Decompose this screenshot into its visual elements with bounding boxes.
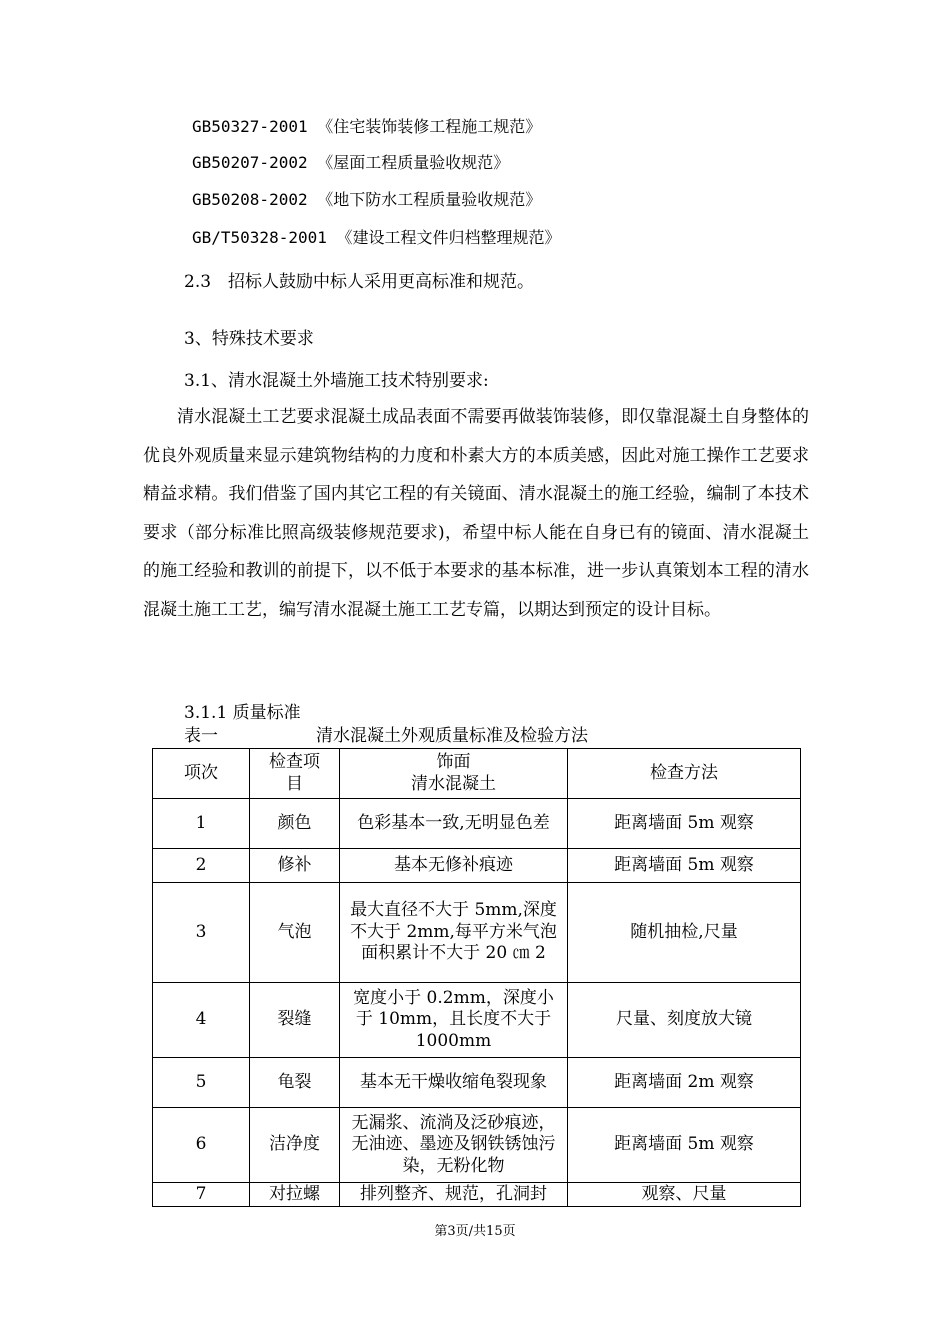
table-cell: 洁净度 <box>250 1108 340 1183</box>
quality-standard-table <box>152 748 801 1207</box>
table-cell: 裂缝 <box>250 983 340 1058</box>
standard-item: GB50207-2002 《屋面工程质量验收规范》 <box>192 153 510 172</box>
table-cell: 2 <box>153 849 250 883</box>
standard-item: GB50208-2002 《地下防水工程质量验收规范》 <box>192 190 542 209</box>
header-cell: 项次 <box>153 749 250 799</box>
table-cell: 对拉螺 <box>250 1183 340 1207</box>
body-paragraph: 清水混凝土工艺要求混凝土成品表面不需要再做装饰装修，即仅靠混凝土自身整体的优良外观质量来显示建筑物结构的力度和朴素大方的本质美感，因此对施工操作工艺要求精益求精。我们借鉴了国内其它工程的有关镜面、清水混凝土的施工经验，编制了本技术要求（部分标准比照高级装修规范要求)，希望中标人能在自身已有的镜面、清水混凝土的施工经验和教训的前提下，以不低于本要求的基本标准，进一步认真策划本工程的清水混凝土施工工艺，编写清水混凝土施工工艺专篇，以期达到预定的设计目标。 <box>143 407 809 620</box>
section-heading-3-1: 3.1、清水混凝土外墙施工技术特别要求: <box>184 371 489 391</box>
table-cell: 龟裂 <box>250 1058 340 1108</box>
table-cell: 1 <box>153 799 250 849</box>
header-cell: 饰面 清水混凝土 <box>340 749 568 799</box>
table-cell: 观察、尺量 <box>568 1183 801 1207</box>
table-cell: 最大直径不大于 5mm,深度不大于 2mm,每平方米气泡面积累计不大于 20 ㎝ 2 <box>340 883 568 983</box>
table-cell: 距离墙面 2m 观察 <box>568 1058 801 1108</box>
header-cell: 检查方法 <box>568 749 801 799</box>
table-cell: 距离墙面 5m 观察 <box>568 799 801 849</box>
table-row <box>153 1058 801 1108</box>
table-title: 清水混凝土外观质量标准及检验方法 <box>316 726 588 746</box>
table-row <box>153 883 801 983</box>
table-row <box>153 983 801 1058</box>
table-cell: 颜色 <box>250 799 340 849</box>
table-cell: 基本无修补痕迹 <box>340 849 568 883</box>
table-cell: 6 <box>153 1108 250 1183</box>
table-cell: 随机抽检,尺量 <box>568 883 801 983</box>
table-cell: 无漏浆、流淌及泛砂痕迹，无油迹、墨迹及钢铁锈蚀污染，无粉化物 <box>340 1108 568 1183</box>
table-header-row <box>153 749 801 799</box>
header-cell <box>250 749 340 799</box>
table-cell: 5 <box>153 1058 250 1108</box>
table-cell: 修补 <box>250 849 340 883</box>
standard-item: GB50327-2001 《住宅装饰装修工程施工规范》 <box>192 117 542 136</box>
table-cell: 3 <box>153 883 250 983</box>
table-cell: 7 <box>153 1183 250 1207</box>
table-row <box>153 849 801 883</box>
table-cell: 宽度小于 0.2mm，深度小于 10mm，且长度不大于 1000mm <box>340 983 568 1058</box>
table-cell: 色彩基本一致,无明显色差 <box>340 799 568 849</box>
table-cell: 气泡 <box>250 883 340 983</box>
section-heading-3-1-1: 3.1.1 质量标准 <box>184 703 301 723</box>
table-row <box>153 1183 801 1207</box>
table-row <box>153 1108 801 1183</box>
table-cell: 尺量、刻度放大镜 <box>568 983 801 1058</box>
table-cell: 距离墙面 5m 观察 <box>568 849 801 883</box>
page-footer: 第3页/共15页 <box>434 1224 516 1239</box>
section-heading-3: 3、特殊技术要求 <box>184 329 314 349</box>
header-cell-text: 检查项目 <box>269 752 320 794</box>
table-cell: 基本无干燥收缩龟裂现象 <box>340 1058 568 1108</box>
table-cell: 距离墙面 5m 观察 <box>568 1108 801 1183</box>
table-cell: 4 <box>153 983 250 1058</box>
standard-item: GB/T50328-2001 《建设工程文件归档整理规范》 <box>192 228 561 247</box>
table-cell: 排列整齐、规范，孔洞封 <box>340 1183 568 1207</box>
table-row <box>153 799 801 849</box>
item-2-3: 2.3 招标人鼓励中标人采用更高标准和规范。 <box>184 272 535 292</box>
table-label: 表一 <box>184 726 218 746</box>
